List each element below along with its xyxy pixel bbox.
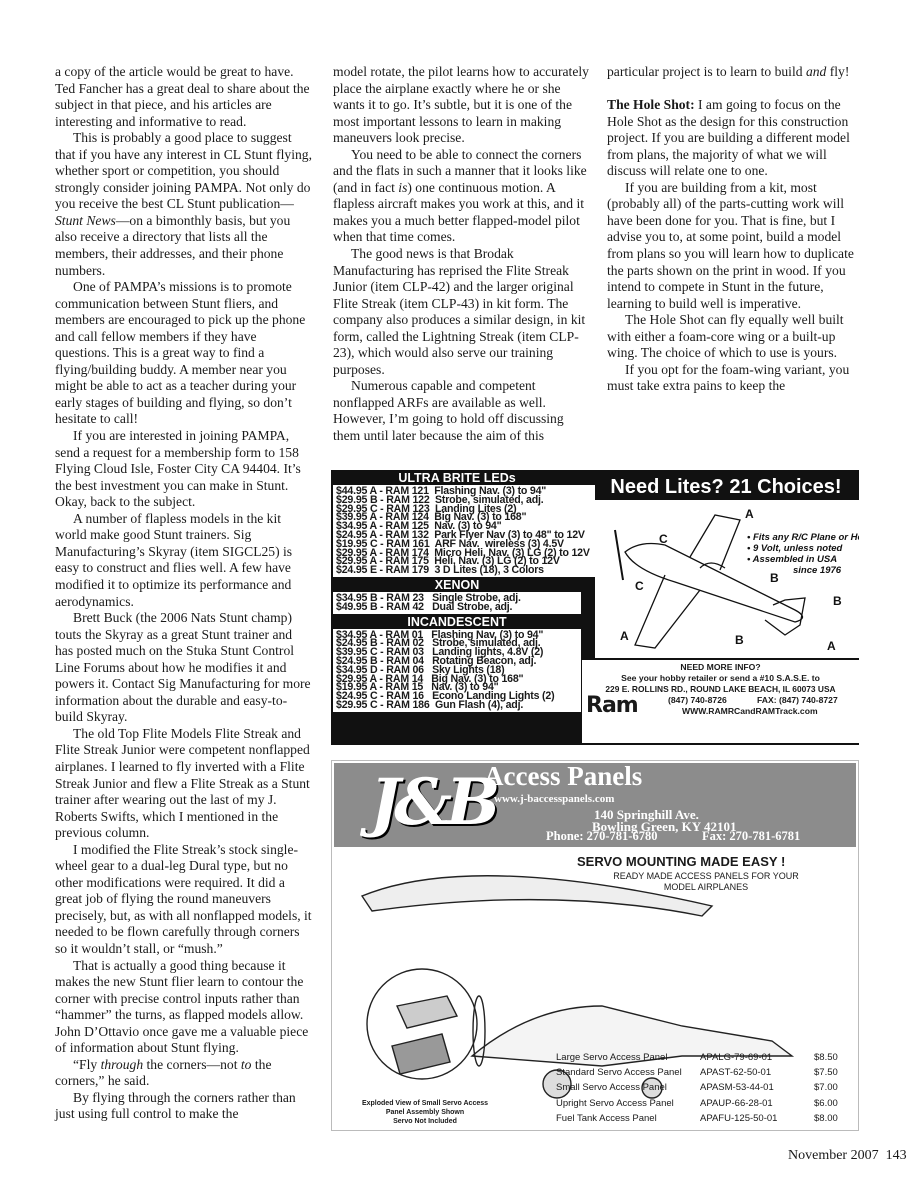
price-line: $24.95 E - RAM 179 3 D Lites (18), 3 Colors <box>336 564 544 577</box>
product-row <box>556 1081 854 1094</box>
product-price: $7.00 <box>814 1082 838 1094</box>
caption-line: Exploded View of Small Servo Access <box>361 1100 489 1107</box>
text-run: model rotate, the pilot learns how to accurately place the airplane exactly where he or she wants it to go. It’s subtle, but it is one of the most important lessons to learn in making maneuvers look precise. <box>333 64 589 146</box>
ram-price-list <box>333 592 581 614</box>
product-row <box>556 1066 854 1079</box>
ram-info-box <box>582 660 859 743</box>
text-run: and <box>805 64 827 79</box>
jb-logo: J&B <box>370 765 495 840</box>
product-price: $8.00 <box>814 1112 838 1124</box>
product-price: $6.00 <box>814 1097 838 1109</box>
product-price: $8.50 <box>814 1052 838 1063</box>
paragraph <box>333 147 591 246</box>
label-b: B <box>770 571 779 585</box>
bullet: • Assembled in USA <box>747 554 838 565</box>
ram-address: 229 E. ROLLINS RD., ROUND LAKE BEACH, IL 60073 USA <box>605 684 836 694</box>
text-run: By flying through the corners rather than just using full control to make the <box>55 1089 296 1122</box>
product-name: Fuel Tank Access Panel <box>556 1112 657 1124</box>
paragraph <box>607 180 862 312</box>
paragraph <box>55 428 313 511</box>
ram-website: WWW.RAMRCandRAMTrack.com <box>682 706 818 716</box>
paragraph <box>333 64 591 147</box>
text-run: Numerous capable and competent nonflapped ARFs are available as well. However, I’m going to hold off discussing them until later because the aim of this <box>333 378 564 444</box>
price-line: $39.95 A - RAM 124 Big Nav. (3) to 168" <box>336 511 527 524</box>
label-a: A <box>620 629 629 643</box>
airplane-diagram <box>595 500 859 658</box>
paragraph <box>55 842 313 958</box>
text-run: —on a bimonthly basis, but you also receive a directory that lists all the members, their addresses, and their phone numbers. <box>55 212 291 278</box>
price-line: $29.95 B - RAM 122 Strobe, simulated, adj. <box>336 493 544 506</box>
paragraph <box>333 378 591 444</box>
paragraph <box>607 362 862 395</box>
ram-phone: (847) 740-8726 <box>668 695 727 705</box>
info-line: See your hobby retailer or send a #10 S.A.S.E. to <box>621 673 820 683</box>
text-run: This is probably a good place to suggest that if you have any interest in CL Stunt flying, whether sport or competition, you should strongly consider joining PAMPA. Not only do you receive the best CL Stunt publication— <box>55 130 312 212</box>
text-run: One of PAMPA’s missions is to promote communication between Stunt fliers, and members are encouraged to pick up the phone and call fellow members if they have questions. This is a great way to find a flying/building buddy. A member near you might be able to act as a teacher during your early stages of building and flying, so don’t hesitate to call! <box>55 279 306 427</box>
bullet: • 9 Volt, unless noted <box>747 543 843 554</box>
exploded-view-caption <box>350 1099 500 1126</box>
jb-title: Access Panels <box>484 761 643 791</box>
price-line: $29.95 A - RAM 175 Heli, Nav. (3) LG (2) to 12V <box>336 555 560 568</box>
product-code: APASM-53-44-01 <box>700 1082 774 1094</box>
paragraph <box>55 64 313 130</box>
price-line: $34.95 D - RAM 06 Sky Lights (18) <box>336 663 505 676</box>
price-line: $29.95 C - RAM 186 Gun Flash (4), adj. <box>336 698 524 711</box>
text-run: is <box>398 179 408 195</box>
article-column-2 <box>333 64 591 445</box>
text-run: You need to be able to connect the corners and the flats in such a manner that it looks like (and in fact <box>333 146 587 195</box>
text-run: the corners,” he said. <box>55 1056 272 1089</box>
page-footer <box>788 1148 907 1164</box>
text-run: That is actually a good thing because it makes the new Stunt flier learn to contour the corner with precise control inputs rather than “hammer” the turns, as flapped models allow. John D’Ottavio once gave me a valuable piece of information about Stunt flying. <box>55 957 309 1056</box>
paragraph <box>607 97 862 180</box>
ram-fax: FAX: (847) 740-8727 <box>757 695 838 705</box>
jb-headline: SERVO MOUNTING MADE EASY ! <box>577 854 786 869</box>
label-c: C <box>659 532 668 546</box>
paragraph <box>55 279 313 428</box>
jb-fax: Fax: 270-781-6781 <box>702 829 801 843</box>
product-name: Large Servo Access Panel <box>556 1052 668 1063</box>
ram-section-title: INCANDESCENT <box>407 614 507 629</box>
price-line: $24.95 B - RAM 04 Rotating Beacon, adj. <box>336 654 537 667</box>
text-run: I modified the Flite Streak’s stock single-wheel gear to a dual-leg Dural type, but no other modifications were required. It did a great job of flying the round maneuvers precisely, but, as with all nonflapped models, it needed to be flown carefully through corners so it wouldn’t stall, or “mush.” <box>55 841 312 956</box>
product-row <box>556 1051 854 1064</box>
price-line: $19.95 C - RAM 161 ARF Nav. wireless (3) 4.5V <box>336 537 564 550</box>
paragraph <box>55 130 313 279</box>
ram-section-title: XENON <box>434 577 480 592</box>
text-run: I am going to focus on the Hole Shot as the design for this construction project. If you are building a different model from plans, the majority of what we will discuss will relate one to one. <box>607 97 850 179</box>
label-b: B <box>833 594 842 608</box>
price-line: $34.95 A - RAM 01 Flashing Nav. (3) to 94" <box>336 628 544 641</box>
article-column-1 <box>55 64 313 1123</box>
paragraph <box>55 1090 313 1123</box>
product-name: Standard Servo Access Panel <box>556 1067 682 1079</box>
text-run: Stunt News <box>55 212 116 228</box>
jb-subheadline: READY MADE ACCESS PANELS FOR YOUR <box>613 871 799 881</box>
bullet: • Fits any R/C Plane or Heli <box>747 532 859 543</box>
price-line: $49.95 B - RAM 42 Dual Strobe, adj. <box>336 600 513 613</box>
text-run: If you opt for the foam-wing variant, you must take extra pains to keep the <box>607 361 850 394</box>
airplane-lights-icon <box>595 500 859 658</box>
text-run: fly! <box>826 64 850 79</box>
product-code: APAST-62-50-01 <box>700 1067 772 1079</box>
jb-header <box>334 763 856 847</box>
text-run: The old Top Flite Models Flite Streak and Flite Streak Junior were competent nonflapped airplanes. I learned to fly inverted with a Flite Streak Junior and flew a Flite Streak as a Stunt trainer after wearing out the last of my J. Roberts Swifts, which I mentioned in the previous column. <box>55 725 310 841</box>
jb-subheadline: MODEL AIRPLANES <box>663 882 749 892</box>
product-price: $7.50 <box>814 1067 838 1079</box>
text-run: ) one continuous motion. A flapless aircraft makes you work at this, and it makes you a much better flapped-model pilot when that time comes. <box>333 179 585 245</box>
price-line: $34.95 B - RAM 23 Single Strobe, adj. <box>336 591 521 604</box>
product-code: APAUP-66-28-01 <box>700 1097 773 1109</box>
text-run: Brett Buck (the 2006 Nats Stunt champ) touts the Skyray as a great Stunt trainer and has posted much on the Stuka Stunt Control Line Forums about how he modifies it and powers it. Contact Sig Manufacturing for more information about the durable and easy-to-build Skyray. <box>55 610 311 725</box>
paragraph <box>607 64 862 81</box>
product-row <box>556 1112 854 1125</box>
text-run: to <box>240 1056 252 1072</box>
page-number: 143 <box>885 1148 907 1163</box>
text-run: the corners—not <box>143 1056 241 1072</box>
ram-lights-ad <box>331 470 859 745</box>
paragraph <box>55 1057 313 1090</box>
jb-city: Bowling Green, KY 42101 <box>592 819 737 834</box>
paragraph <box>55 511 313 610</box>
price-line: $19.95 A - RAM 15 Nav. (3) to 94" <box>336 681 499 694</box>
product-code: APAFU-125-50-01 <box>700 1112 778 1124</box>
text-run: If you are interested in joining PAMPA, send a request for a membership form to 158 Flying Cloud Isle, Foster City CA 94404. It’s the best investment you can make in Stunt. Okay, back to the subject. <box>55 428 301 510</box>
paragraph <box>607 312 862 362</box>
price-line: $24.95 A - RAM 132 Park Flyer Nav (3) to 48" to 12V <box>336 528 585 541</box>
text-run: The Hole Shot can fly equally well built with either a foam-core wing or a built-up wing. The choice of which to use is yours. <box>607 312 844 361</box>
product-price-table <box>554 1049 856 1127</box>
article-column-3 <box>607 64 862 395</box>
ram-section-title: ULTRA BRITE LEDs <box>398 471 516 485</box>
text-run: through <box>100 1056 144 1072</box>
jb-street: 140 Springhill Ave. <box>594 807 699 822</box>
paragraph <box>333 246 591 378</box>
price-line: $29.95 A - RAM 14 Big Nav. (3) to 168" <box>336 672 524 685</box>
caption-line: Servo Not Included <box>393 1118 457 1125</box>
label-b: B <box>735 633 744 647</box>
text-run: If you are building from a kit, most (probably all) of the parts-cutting work will have been done for you. That is fine, but I advise you to, at some point, build a model from plans so you will learn how to duplicate the parts shown on the print in wood. If you intend to compete in Stunt in the future, learning to build well is imperative. <box>607 179 854 311</box>
price-line: $44.95 A - RAM 121 Flashing Nav. (3) to 94" <box>336 485 547 497</box>
info-title: NEED MORE INFO? <box>680 662 761 672</box>
issue-date: November 2007 <box>788 1148 879 1163</box>
price-line: $29.95 A - RAM 174 Micro Heli, Nav. (3) LG (2) to 12V <box>336 546 590 559</box>
text-run: a copy of the article would be great to have. Ted Fancher has a great deal to share about the subject in that piece, and his articles are interesting and informative to read. <box>55 64 310 129</box>
price-line: $39.95 C - RAM 03 Landing lights, 4.8V (2) <box>336 646 544 659</box>
product-code: APALG-79-69-01 <box>700 1052 773 1063</box>
since: since 1976 <box>793 565 842 576</box>
text-run: A number of flapless models in the kit world make good Stunt trainers. Sig Manufacturing’s Skyray (item SIGCL25) is easy to construct and flies well. A few have modified it to optimize its performance and aerodynamics. <box>55 510 293 609</box>
price-line: $29.95 C - RAM 123 Landing Lites (2) <box>336 502 517 515</box>
jb-website: www.j-baccesspanels.com <box>494 793 615 805</box>
label-c: C <box>635 579 644 593</box>
jb-access-panels-ad <box>331 760 859 1131</box>
text-run: The good news is that Brodak Manufacturing has reprised the Flite Streak Junior (item CLP-42) and the larger original Flite Streak (item CLP-43) in kit form. The company also produces a similar design, in kit form, called the Lightning Streak (item CLP-23), which would also serve our training purposes. <box>333 246 586 377</box>
paragraph <box>55 610 313 726</box>
ram-headline: Need Lites? 21 Choices! <box>610 476 842 498</box>
text-run: particular project is to learn to build <box>607 64 806 79</box>
label-a: A <box>827 639 836 653</box>
ram-logo: Ram <box>586 693 638 718</box>
ram-price-list <box>333 629 581 712</box>
price-line: $24.95 B - RAM 02 Strobe, simulated, adj. <box>336 637 541 650</box>
product-name: Upright Servo Access Panel <box>556 1097 674 1109</box>
caption-line: Panel Assembly Shown <box>385 1109 465 1116</box>
product-name: Small Servo Access Panel <box>556 1082 667 1094</box>
section-heading: The Hole Shot: <box>607 97 695 113</box>
paragraph <box>55 726 313 842</box>
paragraph <box>55 958 313 1057</box>
price-line: $24.95 C - RAM 16 Econo Landing Lights (2) <box>336 690 555 703</box>
text-run: “Fly <box>73 1056 101 1072</box>
label-a: A <box>745 507 754 521</box>
ram-price-list <box>333 485 595 577</box>
jb-phone: Phone: 270-781-6780 <box>546 829 658 843</box>
price-line: $34.95 A - RAM 125 Nav. (3) to 94" <box>336 520 502 533</box>
product-row <box>556 1097 854 1110</box>
